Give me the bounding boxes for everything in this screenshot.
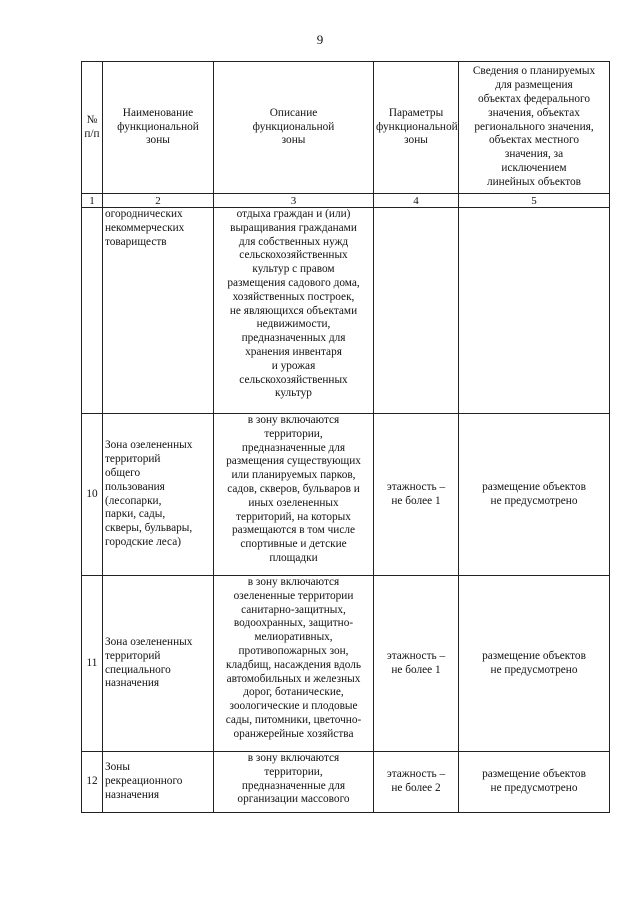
header-planned-objects: Сведения о планируемых для размещения объектах федерального значения, объектах регионального значения, объектах местного значения, за исключением линейных объектов [459, 62, 610, 194]
table-row [82, 576, 610, 752]
zone-name: Зона озелененных территорий общего пользования (лесопарки, парки, сады, скверы, бульвары, городские леса) [103, 414, 214, 576]
functional-zones-table [81, 61, 610, 813]
zone-parameters: этажность – не более 1 [374, 576, 459, 752]
planned-objects: размещение объектов не предусмотрено [459, 414, 610, 576]
header-number: № п/п [82, 62, 103, 194]
zone-name: огороднических некоммерческих товариществ [103, 208, 214, 414]
table-row [82, 208, 610, 414]
zone-description: в зону включаются территории, предназначенные для организации массового [214, 752, 374, 813]
planned-objects [459, 208, 610, 414]
row-number [82, 208, 103, 414]
header-zone-description: Описание функциональной зоны [214, 62, 374, 194]
table-row [82, 414, 610, 576]
column-number: 1 [82, 194, 103, 208]
zone-name: Зона озелененных территорий специального назначения [103, 576, 214, 752]
zone-description: отдыха граждан и (или) выращивания гражданами для собственных нужд сельскохозяйственных культур с правом размещения садового дома, хозяйственных построек, не являющихся объектами недвижимости, предназначенных для хранения инвентаря и урожая сельскохозяйственных культур [214, 208, 374, 414]
column-number-row [82, 194, 610, 208]
row-number: 11 [82, 576, 103, 752]
planned-objects: размещение объектов не предусмотрено [459, 752, 610, 813]
planned-objects: размещение объектов не предусмотрено [459, 576, 610, 752]
table-header-row [82, 62, 610, 194]
page-number: 9 [316, 32, 324, 47]
column-number: 2 [103, 194, 214, 208]
column-number: 4 [374, 194, 459, 208]
row-number: 12 [82, 752, 103, 813]
zone-parameters: этажность – не более 1 [374, 414, 459, 576]
column-number: 5 [459, 194, 610, 208]
zone-description: в зону включаются озелененные территории санитарно-защитных, водоохранных, защитно- мелиоративных, противопожарных зон, кладбищ, насаждения вдоль автомобильных и железных дорог, ботанические, зоологические и плодовые сады, питомники, цветочно- оранжерейные хозяйства [214, 576, 374, 752]
header-zone-parameters: Параметры функциональной зоны [374, 62, 459, 194]
column-number: 3 [214, 194, 374, 208]
header-zone-name: Наименование функциональной зоны [103, 62, 214, 194]
row-number: 10 [82, 414, 103, 576]
zone-name: Зоны рекреационного назначения [103, 752, 214, 813]
zone-parameters [374, 208, 459, 414]
table-row [82, 752, 610, 813]
zone-parameters: этажность – не более 2 [374, 752, 459, 813]
zone-description: в зону включаются территории, предназначенные для размещения существующих или планируемых парков, садов, скверов, бульваров и иных озелененных территорий, на которых размещаются в том числе спортивные и детские площадки [214, 414, 374, 576]
